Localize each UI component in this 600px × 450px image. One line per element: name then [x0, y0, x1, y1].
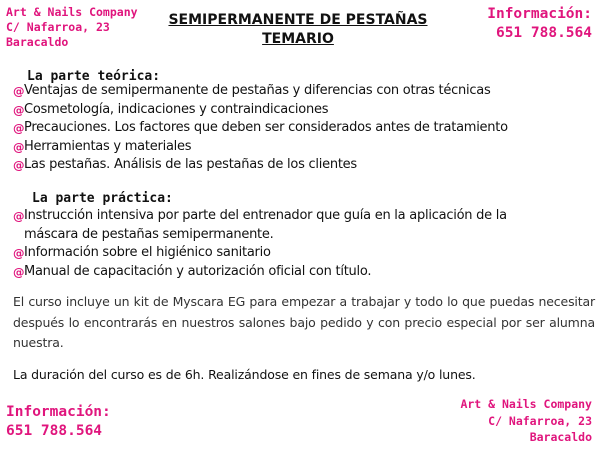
list-item-text: Herramientas y materiales: [24, 138, 192, 154]
company-city: Baracaldo: [529, 430, 592, 444]
list-item-text: Manual de capacitación y autorización oficial con título.: [24, 263, 372, 279]
company-block-bottom: [460, 396, 592, 446]
company-block-top: [6, 5, 138, 50]
list-item: [13, 119, 598, 138]
list-item-text: Las pestañas. Análisis de las pestañas de los clientes: [24, 157, 357, 172]
info-block-top: [487, 5, 592, 43]
info-block-bottom: [6, 403, 111, 441]
practice-list: [13, 207, 561, 281]
company-name: Art & Nails Company: [460, 397, 592, 411]
at-bullet-icon: @: [13, 139, 25, 154]
at-bullet-icon: @: [13, 121, 25, 135]
duration-paragraph: La duración del curso es de 6h. Realizándose en fines de semana y/o lunes.: [13, 367, 476, 382]
list-item-text: Precauciones. Los factores que deben ser considerados antes de tratamiento: [24, 120, 508, 135]
at-bullet-icon: @: [13, 102, 25, 117]
title-line-1: SEMIPERMANENTE DE PESTAÑAS: [168, 12, 428, 28]
list-item-text: Ventajas de semipermanente de pestañas y diferencias con otras técnicas: [24, 83, 491, 98]
practice-heading: La parte práctica:: [32, 191, 173, 206]
company-city: Baracaldo: [6, 35, 69, 49]
company-address: C/ Nafarroa, 23: [6, 20, 110, 34]
at-bullet-icon: @: [13, 246, 25, 260]
info-label: Información:: [6, 404, 111, 420]
info-phone: 651 788.564: [6, 423, 103, 439]
list-item-text: Información sobre el higiénico sanitario: [24, 245, 271, 260]
company-name: Art & Nails Company: [6, 5, 138, 19]
info-label: Información:: [487, 6, 592, 22]
theory-list: [13, 82, 598, 175]
company-address: C/ Nafarroa, 23: [488, 413, 592, 428]
page-title: [140, 11, 456, 49]
at-bullet-icon: @: [13, 84, 25, 98]
at-bullet-icon: @: [13, 158, 25, 172]
list-item: [13, 244, 561, 263]
list-item: [13, 263, 561, 282]
list-item: [13, 207, 561, 244]
at-bullet-icon: @: [13, 264, 25, 279]
info-phone: 651 788.564: [495, 25, 592, 41]
list-item: [13, 138, 598, 157]
list-item: [13, 82, 598, 101]
kit-paragraph: El curso incluye un kit de Myscara EG para empezar a trabajar y todo lo que puedas necesitar después lo encontrarás en nuestros salones bajo pedido y con precio especial por ser alumna nuestra.: [13, 294, 595, 350]
title-line-2: TEMARIO: [262, 31, 334, 47]
list-item-text: Cosmetología, indicaciones y contraindicaciones: [24, 101, 329, 117]
at-bullet-icon: @: [13, 209, 25, 223]
theory-heading: La parte teórica:: [27, 69, 161, 84]
list-item: [13, 101, 598, 120]
list-item-text: Instrucción intensiva por parte del entrenador que guía en la aplicación de la máscara de pestañas semipermanente.: [24, 208, 507, 242]
list-item: [13, 156, 598, 175]
